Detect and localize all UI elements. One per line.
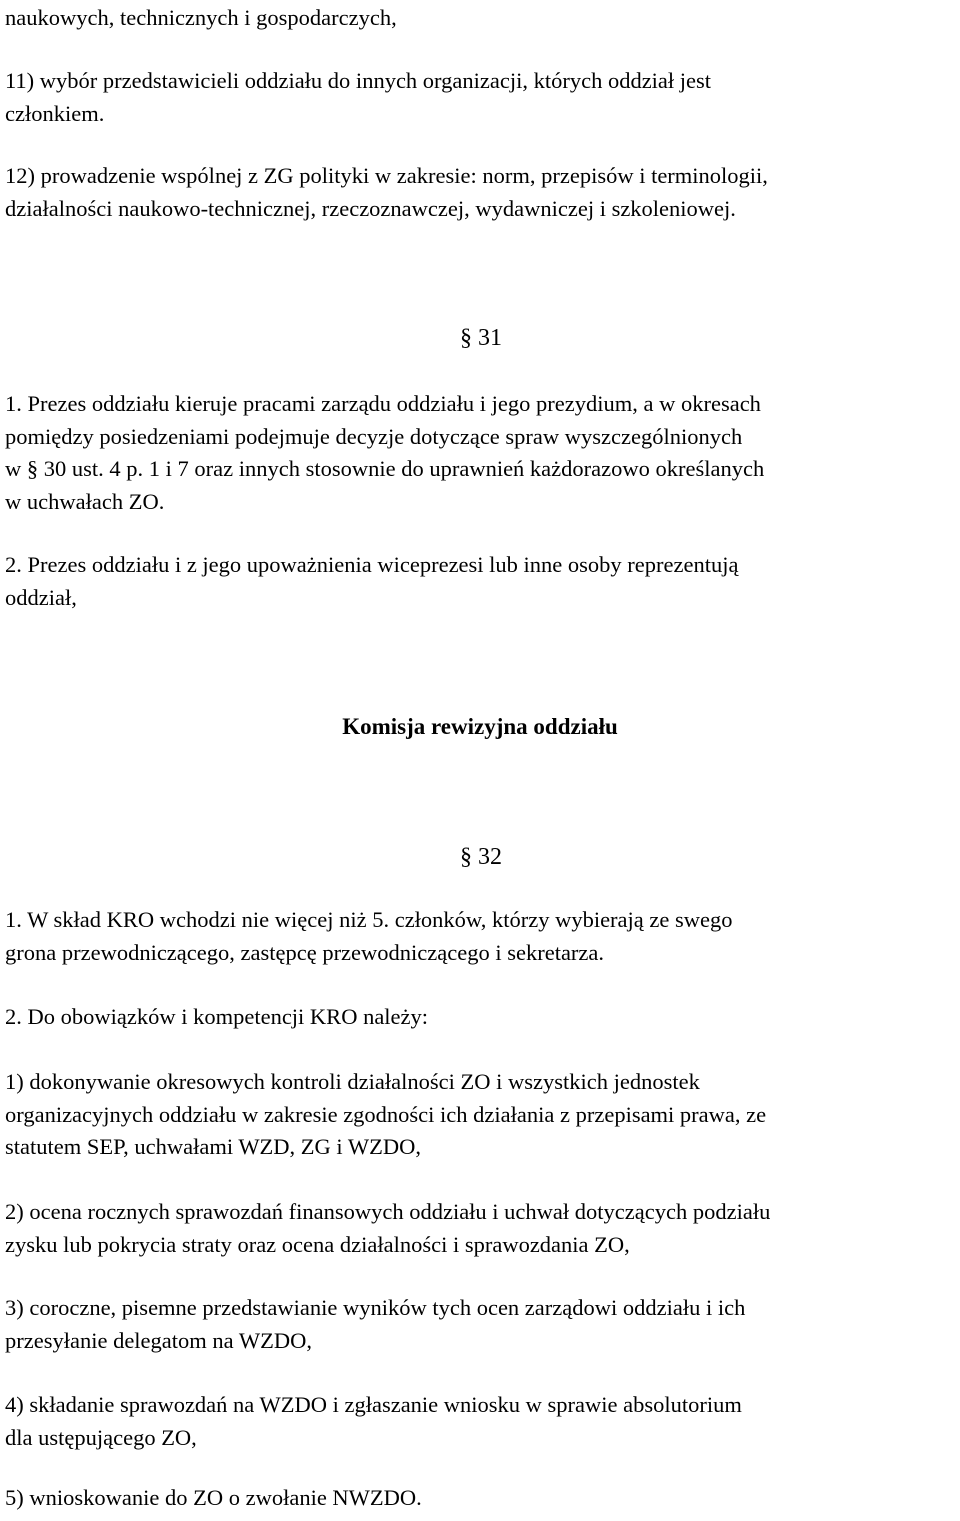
text-line: grona przewodniczącego, zastępcę przewodniczącego i sekretarza. xyxy=(5,939,605,965)
duty-item-1 xyxy=(5,1066,956,1164)
text-line: 2. Prezes oddziału i z jego upoważnienia wiceprezesi lub inne osoby reprezentują xyxy=(5,552,739,577)
section-number-32: § 32 xyxy=(460,844,502,870)
text-line: 4) składanie sprawozdań na WZDO i zgłaszanie wniosku w sprawie absolutorium xyxy=(5,1392,742,1417)
section-heading: Komisja rewizyjna oddziału xyxy=(342,714,618,739)
text-line: w § 30 ust. 4 p. 1 i 7 oraz innych stosownie do uprawnień każdorazowo określanych xyxy=(5,456,765,481)
text-line: zysku lub pokrycia straty oraz ocena działalności i sprawozdania ZO, xyxy=(5,1231,630,1257)
text-line: przesyłanie delegatom na WZDO, xyxy=(5,1327,312,1353)
section-32-point-1 xyxy=(5,904,956,969)
text-line: działalności naukowo-technicznej, rzeczoznawczej, wydawniczej i szkoleniowej. xyxy=(5,195,736,221)
duty-item-2 xyxy=(5,1196,956,1261)
text-line: 3) coroczne, pisemne przedstawianie wyników tych ocen zarządowi oddziału i ich xyxy=(5,1295,746,1320)
text-line: 1) dokonywanie okresowych kontroli działalności ZO i wszystkich jednostek xyxy=(5,1069,700,1094)
duty-item-5 xyxy=(5,1482,956,1515)
section-31-point-1 xyxy=(5,388,956,518)
text-line: 5) wnioskowanie do ZO o zwołanie NWZDO. xyxy=(5,1485,422,1510)
text-line: 1. W skład KRO wchodzi nie więcej niż 5. członków, którzy wybierają ze swego xyxy=(5,907,733,932)
text-line: 2. Do obowiązków i kompetencji KRO należy: xyxy=(5,1004,429,1029)
section-31-point-2 xyxy=(5,549,956,614)
text-line: 1. Prezes oddziału kieruje pracami zarządu oddziału i jego prezydium, a w okresach xyxy=(5,391,761,416)
text-line: w uchwałach ZO. xyxy=(5,488,165,514)
text-line: pomiędzy posiedzeniami podejmuje decyzje dotyczące spraw wyszczególnionych xyxy=(5,423,743,449)
list-item-10-continuation xyxy=(5,2,956,35)
duty-item-4 xyxy=(5,1389,956,1454)
text-line: 12) prowadzenie wspólnej z ZG polityki w zakresie: norm, przepisów i terminologii, xyxy=(5,163,768,188)
text-line: członkiem. xyxy=(5,100,105,126)
section-number-31: § 31 xyxy=(460,325,502,351)
text-line: naukowych, technicznych i gospodarczych, xyxy=(5,5,397,30)
text-line: dla ustępującego ZO, xyxy=(5,1424,197,1450)
text-line: 11) wybór przedstawicieli oddziału do innych organizacji, których oddział jest xyxy=(5,68,712,93)
list-item-11 xyxy=(5,65,956,130)
section-32-point-2 xyxy=(5,1001,956,1034)
list-item-12 xyxy=(5,160,956,225)
duty-item-3 xyxy=(5,1292,956,1357)
text-line: oddział, xyxy=(5,584,77,610)
text-line: 2) ocena rocznych sprawozdań finansowych oddziału i uchwał dotyczących podziału xyxy=(5,1199,771,1224)
text-line: organizacyjnych oddziału w zakresie zgodności ich działania z przepisami prawa, ze xyxy=(5,1101,767,1127)
text-line: statutem SEP, uchwałami WZD, ZG i WZDO, xyxy=(5,1134,421,1159)
